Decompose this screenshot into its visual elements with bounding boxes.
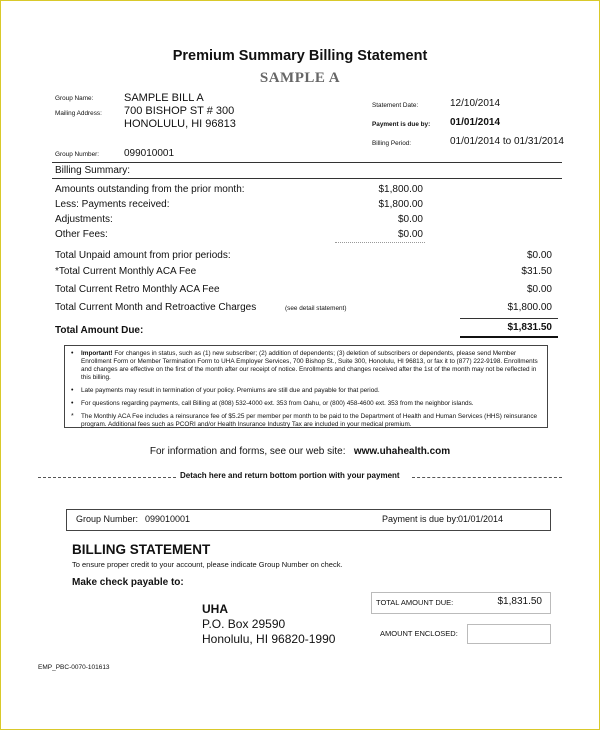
bullet-icon: •	[71, 400, 74, 407]
stub-group-number-label: Group Number:	[76, 514, 139, 524]
billing-period-label: Billing Period:	[372, 140, 412, 147]
stub-total-due-label: TOTAL AMOUNT DUE:	[376, 598, 454, 607]
stub-total-due: $1,831.50	[497, 596, 542, 607]
important-notes-box	[64, 345, 548, 428]
important-label: Important!	[81, 350, 113, 357]
detach-rule-right	[412, 477, 562, 478]
total-row-value: $31.50	[521, 266, 552, 277]
total-row-note: (see detail statement)	[285, 305, 347, 312]
website-line	[0, 446, 600, 457]
billing-period: 01/01/2014 to 01/31/2014	[450, 136, 564, 147]
summary-row-value: $0.00	[397, 229, 423, 240]
total-double-rule	[460, 336, 558, 338]
address-line-2: HONOLULU, HI 96813	[124, 118, 236, 130]
payee-name: UHA	[202, 602, 228, 616]
mailing-address-label: Mailing Address:	[55, 110, 102, 117]
note-text: The Monthly ACA Fee includes a reinsurance fee of $5.25 per member per month to be paid to the Department of Health and Human Services (HHS) reinsurance program. Additional fees such as PCORI and/or Health Insurance Industry Tax are included in your medical premium.	[81, 413, 538, 428]
summary-row-value: $1,800.00	[378, 199, 423, 210]
page-title: Premium Summary Billing Statement	[172, 48, 428, 64]
website-link[interactable]: www.uhahealth.com	[353, 446, 451, 457]
detach-instructions: Detach here and return bottom portion with your payment	[180, 471, 400, 480]
group-number-label: Group Number:	[55, 151, 100, 158]
total-row-label: Total Current Retro Monthly ACA Fee	[55, 284, 220, 295]
address-line-1: 700 BISHOP ST # 300	[124, 105, 235, 117]
billing-statement-subtitle: To ensure proper credit to your account, please indicate Group Number on check.	[72, 560, 343, 569]
amount-enclosed-label: AMOUNT ENCLOSED:	[380, 629, 458, 638]
amount-enclosed-field[interactable]	[467, 624, 551, 644]
summary-row-label: Other Fees:	[55, 229, 108, 240]
total-amount-due: $1,831.50	[507, 322, 552, 333]
payee-address-1: P.O. Box 29590	[202, 617, 286, 631]
total-row-value: $0.00	[526, 284, 552, 295]
website-text: For information and forms, see our web site:	[149, 446, 346, 457]
summary-row-label: Adjustments:	[55, 214, 113, 225]
stub-group-number: 099010001	[145, 514, 191, 524]
detach-rule-left	[38, 477, 176, 478]
payment-due-label: Payment is due by:	[372, 121, 431, 128]
note-text: Late payments may result in termination of your policy. Premiums are still due and payable for that period.	[81, 387, 380, 394]
statement-date: 12/10/2014	[450, 98, 501, 109]
payee-address-2: Honolulu, HI 96820-1990	[202, 632, 336, 646]
billing-statement-title: BILLING STATEMENT	[72, 542, 211, 557]
stub-payment-due-label: Payment is due by:	[382, 514, 459, 524]
form-code: EMP_PBC-0070-101613	[38, 664, 110, 671]
summary-row-label: Less: Payments received:	[55, 199, 170, 210]
total-rule	[460, 318, 558, 319]
bullet-icon: •	[71, 350, 74, 357]
make-check-payable-label: Make check payable to:	[72, 577, 184, 588]
total-row-label: *Total Current Monthly ACA Fee	[55, 266, 197, 277]
statement-date-label: Statement Date:	[372, 102, 419, 109]
summary-row-value: $0.00	[397, 214, 423, 225]
divider	[52, 178, 562, 179]
note-text: For changes in status, such as (1) new subscriber; (2) addition of dependents; (3) deletion of subscribers or dependents, please send Member Enrollment Form or Member Termination Form to UHA Employer Services, 700 Bishop St., Suite 300, Honolulu, HI 96813, or fax it to (877) 222-9198. Enrollments and changes are effective on the first of the month after our receipt of notice. Enrollments and changes received after the 1st of the month may not be reflected in this billing.	[81, 350, 538, 381]
summary-row-label: Amounts outstanding from the prior month:	[55, 184, 245, 195]
summary-row-value: $1,800.00	[378, 184, 423, 195]
group-name-label: Group Name:	[55, 95, 94, 102]
note-text: For questions regarding payments, call Billing at (808) 532-4000 ext. 353 from Oahu, or (800) 458-4600 ext. 353 from the neighbor islands.	[81, 400, 474, 407]
group-name: SAMPLE BILL A	[124, 92, 204, 104]
group-number: 099010001	[124, 148, 175, 159]
total-row-label: Total Current Month and Retroactive Charges	[55, 302, 257, 313]
subtotal-rule	[335, 242, 425, 243]
stub-payment-due: 01/01/2014	[458, 514, 504, 524]
sample-watermark: SAMPLE A	[259, 70, 341, 86]
total-row-label: Total Unpaid amount from prior periods:	[55, 250, 231, 261]
billing-summary-heading: Billing Summary:	[55, 165, 131, 176]
divider	[52, 162, 562, 163]
total-amount-due-label: Total Amount Due:	[55, 325, 144, 336]
bullet-icon: •	[71, 387, 74, 394]
total-row-value: $1,800.00	[507, 302, 552, 313]
total-row-value: $0.00	[526, 250, 552, 261]
asterisk-icon: *	[71, 413, 74, 420]
payment-due-date: 01/01/2014	[450, 117, 501, 128]
